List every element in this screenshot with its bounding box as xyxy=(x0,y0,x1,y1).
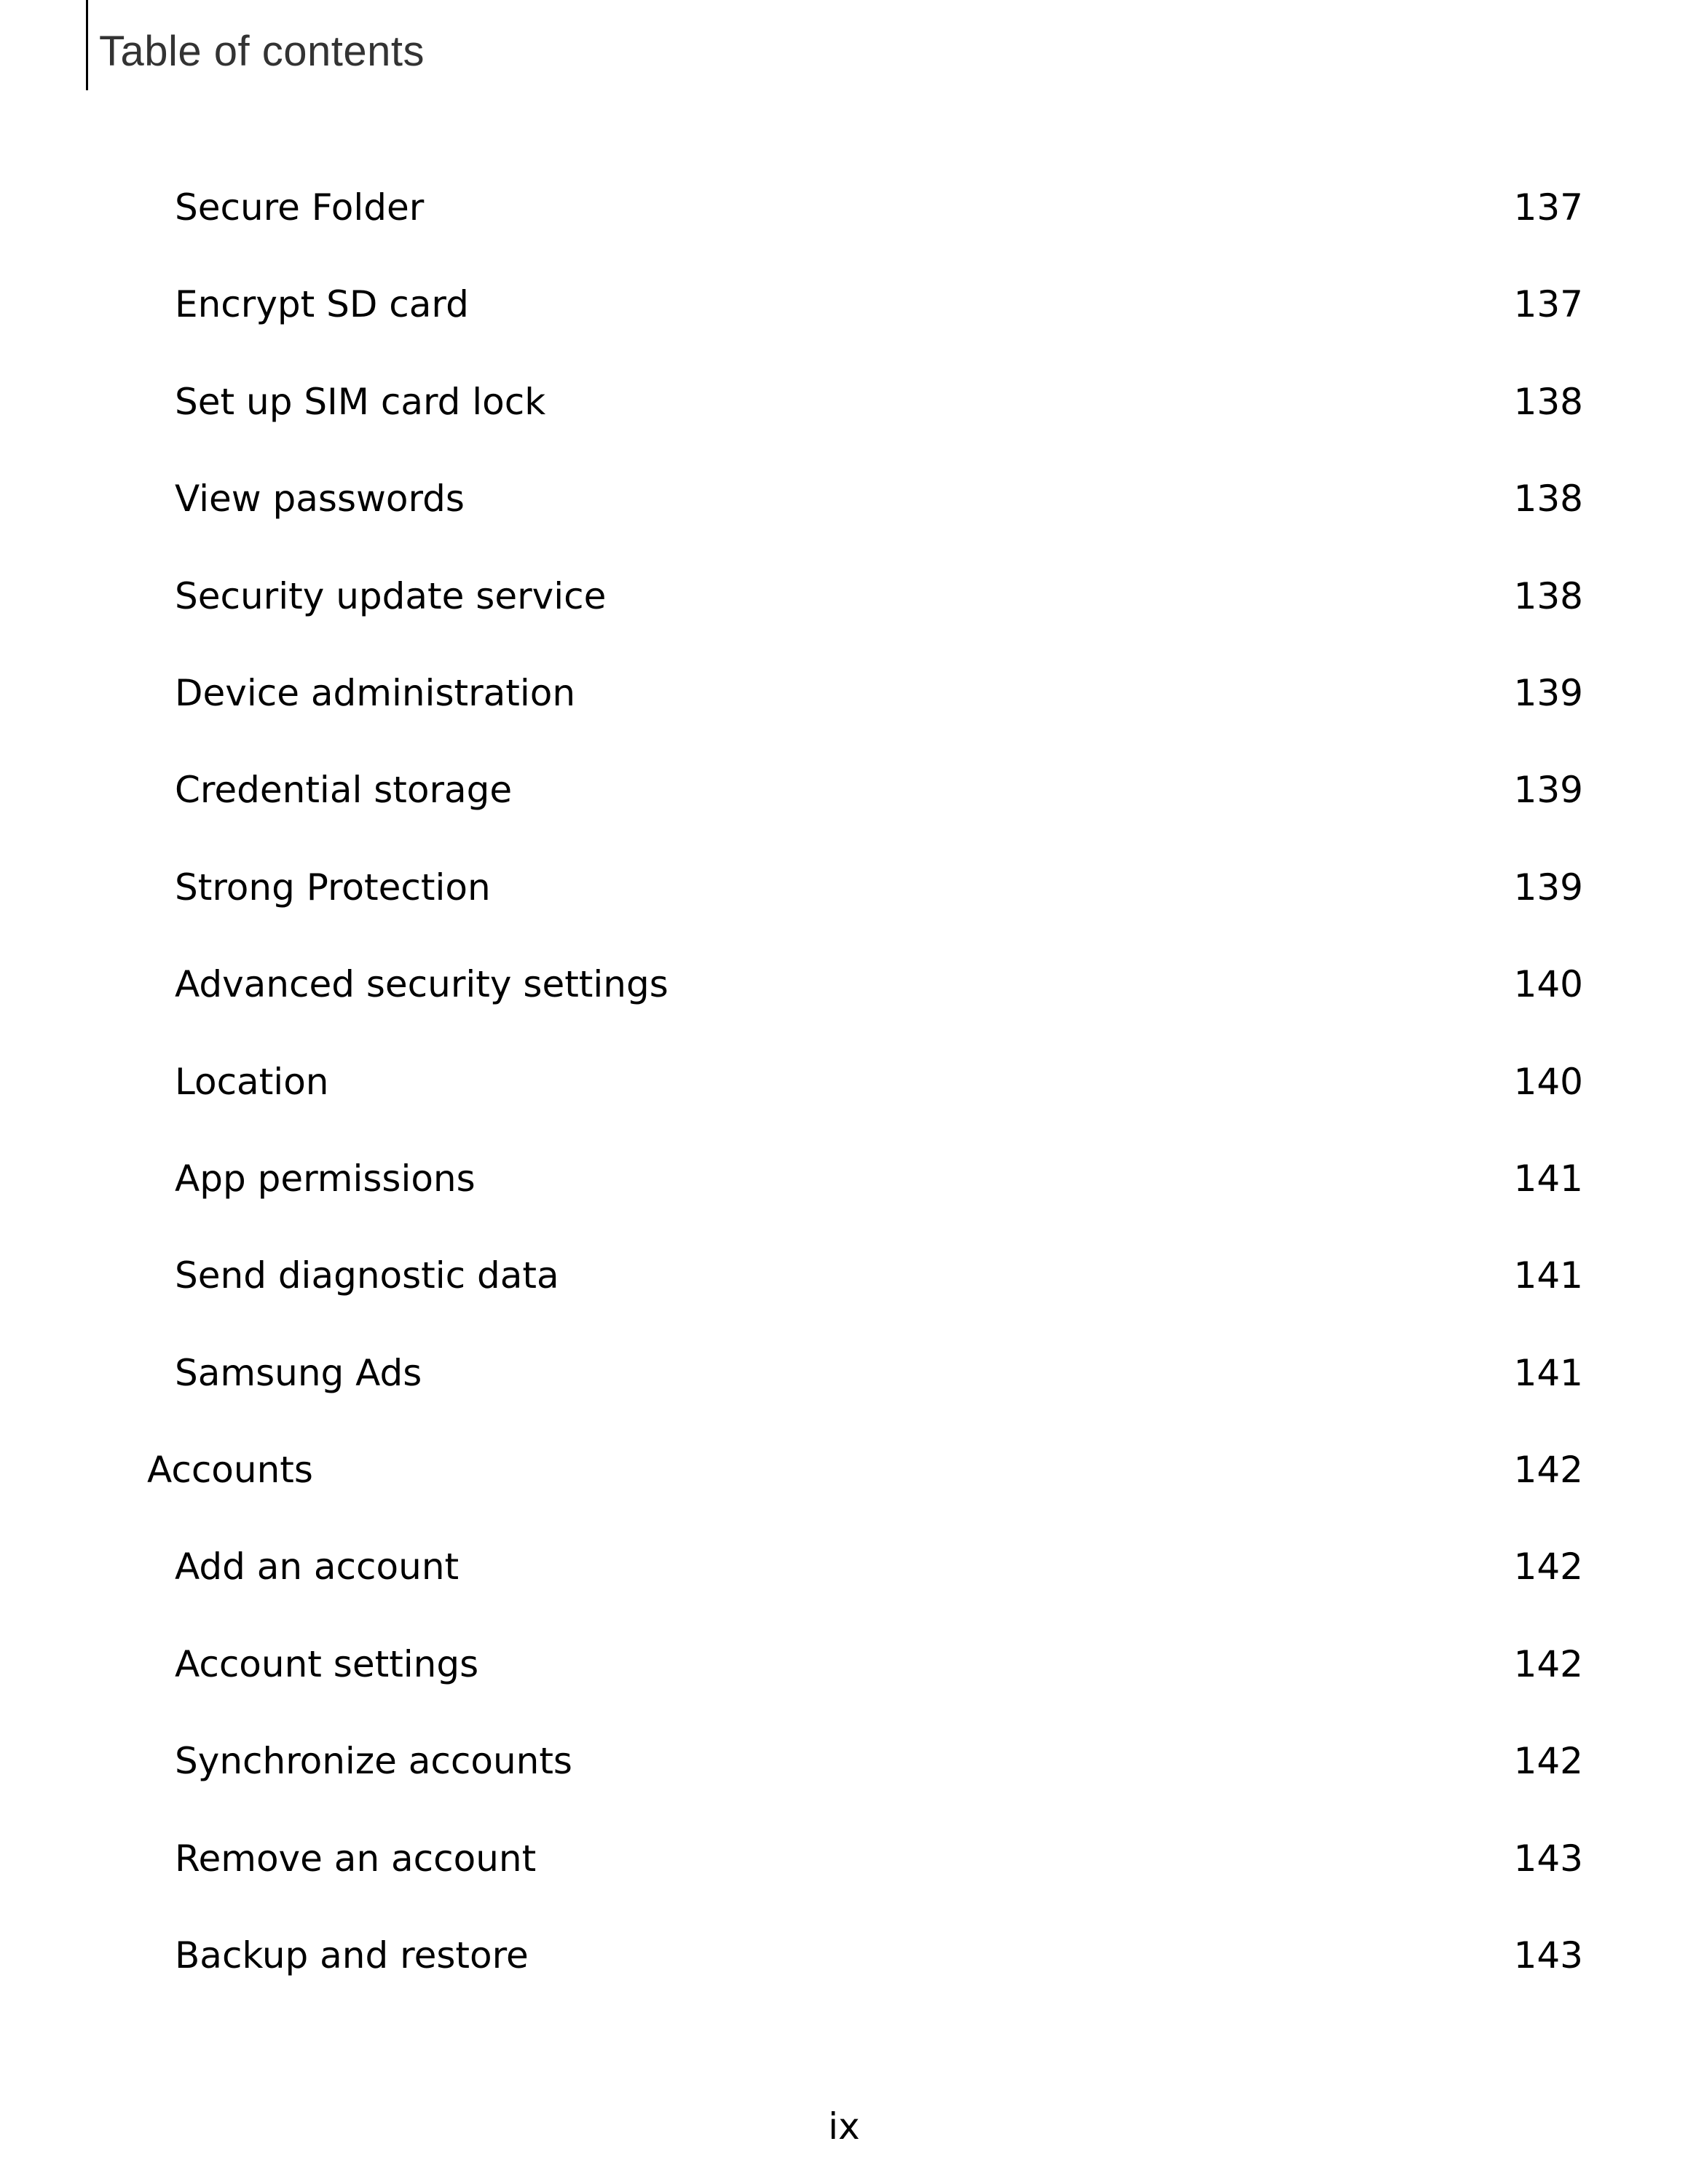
toc-entry[interactable] xyxy=(0,1049,1688,1146)
toc-entry-label: Backup and restore xyxy=(175,1934,529,1977)
toc-entry[interactable] xyxy=(0,1923,1688,2019)
toc-entry[interactable] xyxy=(0,951,1688,1048)
toc-entry-page: 137 xyxy=(1513,186,1583,229)
toc-entry-label: Secure Folder xyxy=(175,186,425,229)
toc-entry-page: 137 xyxy=(1513,283,1583,326)
toc-entry-page: 139 xyxy=(1513,866,1583,909)
toc-entry[interactable] xyxy=(0,272,1688,368)
toc-entry-label: Encrypt SD card xyxy=(175,283,469,326)
toc-entry-page: 139 xyxy=(1513,671,1583,714)
toc-entry[interactable] xyxy=(0,1243,1688,1340)
toc-entry-label: Advanced security settings xyxy=(175,963,669,1006)
toc-entry-label: Samsung Ads xyxy=(175,1351,422,1394)
toc-entry[interactable] xyxy=(0,660,1688,757)
toc-entry-page: 138 xyxy=(1513,380,1583,423)
toc-entry-page: 140 xyxy=(1513,1060,1583,1103)
toc-entry[interactable] xyxy=(0,466,1688,563)
toc-entry-page: 142 xyxy=(1513,1740,1583,1783)
toc-entry[interactable] xyxy=(0,1340,1688,1437)
toc-entry-page: 143 xyxy=(1513,1837,1583,1880)
toc-entry[interactable] xyxy=(0,369,1688,466)
toc-entry-label: Device administration xyxy=(175,671,576,714)
toc-entry-page: 141 xyxy=(1513,1157,1583,1200)
toc-entry-page: 139 xyxy=(1513,769,1583,812)
toc-entry-label: Set up SIM card lock xyxy=(175,380,546,423)
toc-entry[interactable] xyxy=(0,855,1688,951)
toc-entry-page: 138 xyxy=(1513,574,1583,617)
toc-entry-label: Strong Protection xyxy=(175,866,491,909)
toc-entry-page: 142 xyxy=(1513,1642,1583,1685)
toc-section-label: Accounts xyxy=(147,1449,313,1492)
toc-entry[interactable] xyxy=(0,1534,1688,1631)
toc-entry[interactable] xyxy=(0,1146,1688,1243)
toc-entry-label: Remove an account xyxy=(175,1837,537,1880)
toc-entry[interactable] xyxy=(0,1631,1688,1728)
page-title: Table of contents xyxy=(99,28,425,75)
toc-entry-label: Account settings xyxy=(175,1642,479,1685)
toc-entry-label: Add an account xyxy=(175,1546,460,1588)
toc-list xyxy=(0,175,1688,2019)
toc-entry-page: 138 xyxy=(1513,478,1583,521)
toc-entry-label: Location xyxy=(175,1060,329,1103)
toc-entry-page: 140 xyxy=(1513,963,1583,1006)
toc-entry-label: App permissions xyxy=(175,1157,476,1200)
toc-entry[interactable] xyxy=(0,175,1688,272)
toc-entry-page: 141 xyxy=(1513,1254,1583,1297)
toc-entry-label: Security update service xyxy=(175,574,607,617)
toc-entry-page: 141 xyxy=(1513,1351,1583,1394)
toc-entry-page: 143 xyxy=(1513,1934,1583,1977)
toc-entry-label: Synchronize accounts xyxy=(175,1740,572,1783)
toc-entry[interactable] xyxy=(0,1826,1688,1923)
toc-entry[interactable] xyxy=(0,563,1688,660)
toc-entry-label: Credential storage xyxy=(175,769,513,812)
toc-entry[interactable] xyxy=(0,1728,1688,1825)
toc-section-page: 142 xyxy=(1513,1449,1583,1492)
toc-entry-label: View passwords xyxy=(175,478,465,521)
toc-section-entry[interactable] xyxy=(0,1437,1688,1534)
toc-entry-page: 142 xyxy=(1513,1546,1583,1588)
toc-entry-label: Send diagnostic data xyxy=(175,1254,559,1297)
header-rule xyxy=(86,0,88,90)
page-number: ix xyxy=(828,2105,860,2148)
toc-entry[interactable] xyxy=(0,757,1688,854)
